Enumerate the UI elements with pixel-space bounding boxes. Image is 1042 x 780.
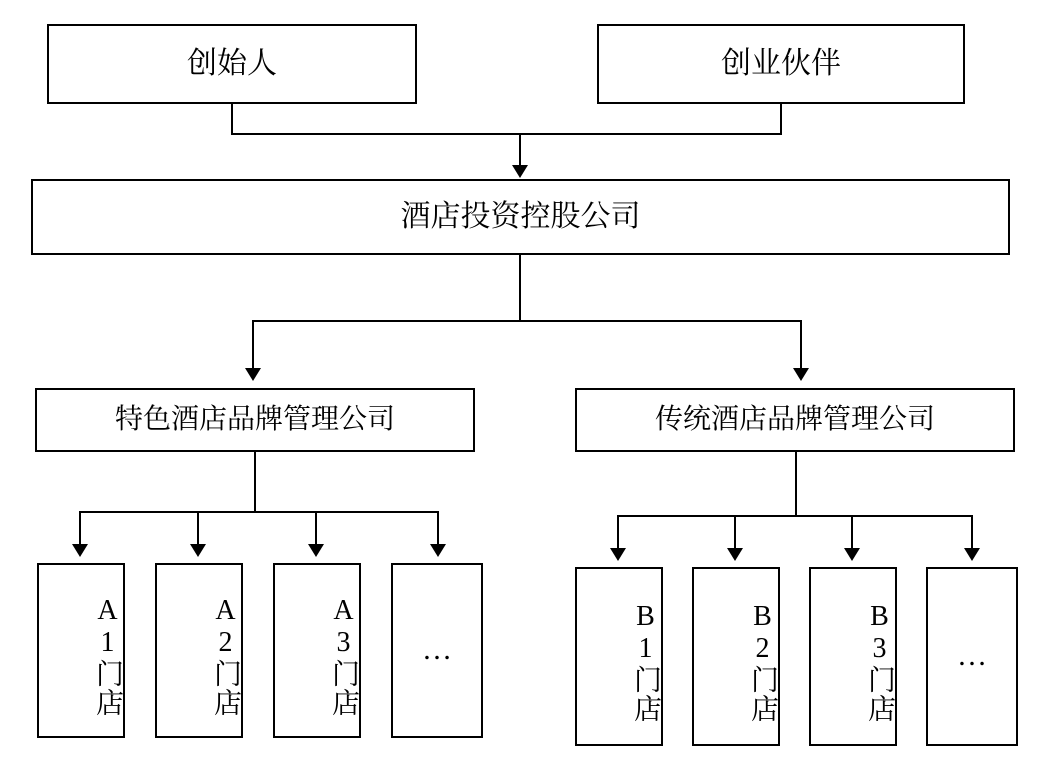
connector-b-more-drop bbox=[971, 515, 973, 550]
node-holding-company-label: 酒店投资控股公司 bbox=[400, 199, 641, 233]
arrow-to-store-b3 bbox=[844, 548, 860, 561]
connector-brand-right-drop bbox=[800, 320, 802, 370]
node-brand-specialty-label: 特色酒店品牌管理公司 bbox=[114, 403, 395, 435]
node-partner-label: 创业伙伴 bbox=[721, 46, 841, 80]
node-founder-label: 创始人 bbox=[187, 46, 277, 80]
connector-specialty-drop bbox=[254, 452, 256, 512]
node-store-a1 bbox=[37, 563, 125, 738]
connector-top-bus bbox=[231, 133, 782, 135]
node-store-a2 bbox=[155, 563, 243, 738]
connector-founder-drop bbox=[231, 104, 233, 134]
node-store-a1-label: A1门店 bbox=[92, 594, 123, 717]
connector-a2-drop bbox=[197, 511, 199, 546]
node-store-b3-label: B3门店 bbox=[864, 600, 895, 723]
arrow-to-store-a1 bbox=[72, 544, 88, 557]
arrow-to-store-a2 bbox=[190, 544, 206, 557]
connector-partner-drop bbox=[780, 104, 782, 134]
arrow-to-store-b2 bbox=[727, 548, 743, 561]
node-brand-specialty bbox=[35, 388, 475, 452]
node-store-a2-label: A2门店 bbox=[210, 594, 241, 717]
node-founder bbox=[47, 24, 417, 104]
connector-traditional-drop bbox=[795, 452, 797, 516]
arrow-to-store-b-more bbox=[964, 548, 980, 561]
connector-a3-drop bbox=[315, 511, 317, 546]
arrow-to-brand-specialty bbox=[245, 368, 261, 381]
node-store-b-more-label: … bbox=[957, 639, 987, 673]
connector-a-bus bbox=[79, 511, 438, 513]
node-store-a3 bbox=[273, 563, 361, 738]
arrow-to-store-b1 bbox=[610, 548, 626, 561]
connector-a-more-drop bbox=[437, 511, 439, 546]
connector-b-bus bbox=[617, 515, 973, 517]
node-holding-company bbox=[31, 179, 1010, 255]
arrow-to-holding bbox=[512, 165, 528, 178]
connector-brand-bus bbox=[252, 320, 802, 322]
node-brand-traditional bbox=[575, 388, 1015, 452]
node-store-b1-label: B1门店 bbox=[630, 600, 661, 723]
node-store-b1 bbox=[575, 567, 663, 746]
connector-b1-drop bbox=[617, 515, 619, 550]
node-store-b2-label: B2门店 bbox=[747, 600, 778, 723]
node-partner bbox=[597, 24, 965, 104]
connector-b3-drop bbox=[851, 515, 853, 550]
arrow-to-brand-traditional bbox=[793, 368, 809, 381]
arrow-to-store-a-more bbox=[430, 544, 446, 557]
node-store-b3 bbox=[809, 567, 897, 746]
node-store-a-more bbox=[391, 563, 483, 738]
connector-brand-left-drop bbox=[252, 320, 254, 370]
arrow-to-store-a3 bbox=[308, 544, 324, 557]
node-store-b2 bbox=[692, 567, 780, 746]
node-brand-traditional-label: 传统酒店品牌管理公司 bbox=[654, 403, 935, 435]
node-store-a3-label: A3门店 bbox=[328, 594, 359, 717]
connector-b2-drop bbox=[734, 515, 736, 550]
connector-a1-drop bbox=[79, 511, 81, 546]
connector-holding-drop bbox=[519, 255, 521, 321]
node-store-b-more bbox=[926, 567, 1018, 746]
node-store-a-more-label: … bbox=[422, 633, 452, 667]
connector-top-center-drop bbox=[519, 133, 521, 167]
